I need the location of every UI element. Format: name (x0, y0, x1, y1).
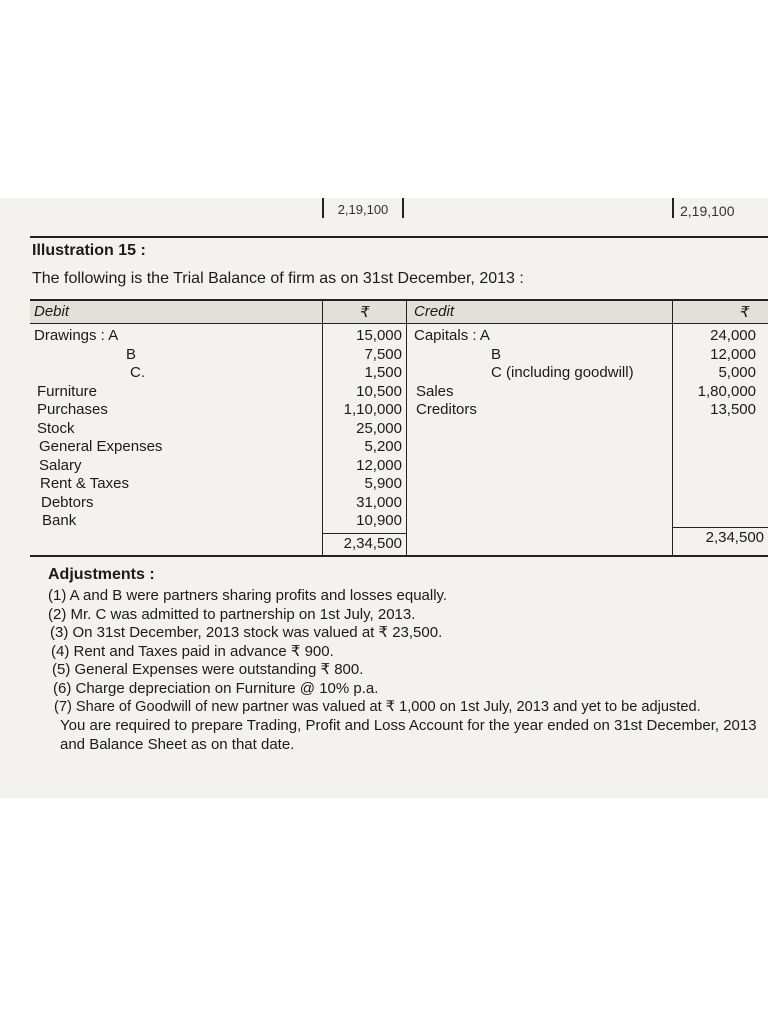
adjustment-item: (2) Mr. C was admitted to partnership on 1st July, 2013. (48, 605, 416, 623)
column-divider (406, 299, 407, 555)
debit-label: Rent & Taxes (40, 475, 129, 492)
debit-amount: 1,500 (364, 364, 402, 381)
debit-amount: 1,10,000 (343, 401, 402, 418)
debit-label: Purchases (37, 401, 108, 418)
debit-amount: 31,000 (356, 493, 402, 511)
credit-label: C (including goodwill) (491, 364, 634, 381)
debit-amount: 10,900 (356, 512, 402, 529)
debit-label: Salary (39, 456, 82, 474)
previous-total-left: 2,19,100 (322, 198, 404, 218)
credit-amount: 13,500 (710, 401, 756, 418)
debit-amount: 15,000 (356, 327, 402, 344)
credit-amount: 5,000 (718, 364, 756, 381)
previous-total-right: 2,19,100 (672, 198, 768, 218)
adjustment-item: (1) A and B were partners sharing profits and losses equally. (48, 587, 448, 604)
adjustment-item: (4) Rent and Taxes paid in advance ₹ 900. (51, 642, 334, 660)
adjustments-list (48, 587, 768, 717)
credit-amount: 12,000 (710, 345, 756, 363)
header-debit-amount: ₹ (360, 304, 370, 321)
debit-label: Drawings : A (34, 327, 119, 344)
instruction-text: You are required to prepare Trading, Profit and Loss Account for the year ended on 31st December, 2013 and Balance Sheet as on that date. (60, 717, 757, 753)
credit-label: Creditors (416, 401, 477, 418)
debit-amount: 7,500 (364, 345, 402, 363)
adjustments-heading: Adjustments : (48, 566, 155, 583)
debit-total: 2,34,500 (343, 535, 402, 552)
debit-label: C. (130, 364, 145, 381)
credit-label: Capitals : A (414, 327, 490, 344)
textbook-page (0, 198, 768, 798)
illustration-heading: Illustration 15 : (32, 242, 146, 259)
debit-label: Bank (42, 512, 77, 529)
adjustment-item: (6) Charge depreciation on Furniture @ 10% p.a. (53, 679, 379, 697)
trial-balance-table (30, 299, 768, 555)
adjustment-item: (5) General Expenses were outstanding ₹ 800. (52, 661, 364, 678)
credit-amount: 24,000 (710, 327, 756, 344)
debit-label: General Expenses (39, 438, 163, 455)
illustration-intro: The following is the Trial Balance of firm as on 31st December, 2013 : (32, 270, 524, 287)
debit-label: Debtors (41, 493, 94, 511)
table-header-row (30, 299, 768, 324)
adjustment-item: (7) Share of Goodwill of new partner was valued at ₹ 1,000 on 1st July, 2013 and yet to be adjusted. (54, 699, 701, 715)
header-debit: Debit (34, 303, 70, 320)
debit-amount: 10,500 (356, 382, 402, 400)
credit-total: 2,34,500 (705, 529, 764, 546)
debit-amount: 5,900 (364, 475, 402, 492)
header-credit-amount: ₹ (740, 304, 750, 321)
debit-label: B (126, 345, 137, 363)
credit-total-rule (672, 527, 768, 528)
debit-amount: 5,200 (364, 438, 402, 455)
debit-label: Stock (37, 419, 75, 437)
table-bottom-rule (30, 555, 768, 557)
credit-label: B (491, 345, 502, 363)
credit-amount: 1,80,000 (697, 382, 756, 400)
adjustment-item: (3) On 31st December, 2013 stock was valued at ₹ 23,500. (50, 624, 443, 641)
debit-amount: 25,000 (356, 419, 402, 437)
debit-amount: 12,000 (356, 456, 402, 474)
header-credit: Credit (414, 303, 455, 320)
debit-label: Furniture (37, 382, 98, 400)
debit-total-rule (322, 533, 406, 534)
credit-label: Sales (416, 382, 454, 400)
